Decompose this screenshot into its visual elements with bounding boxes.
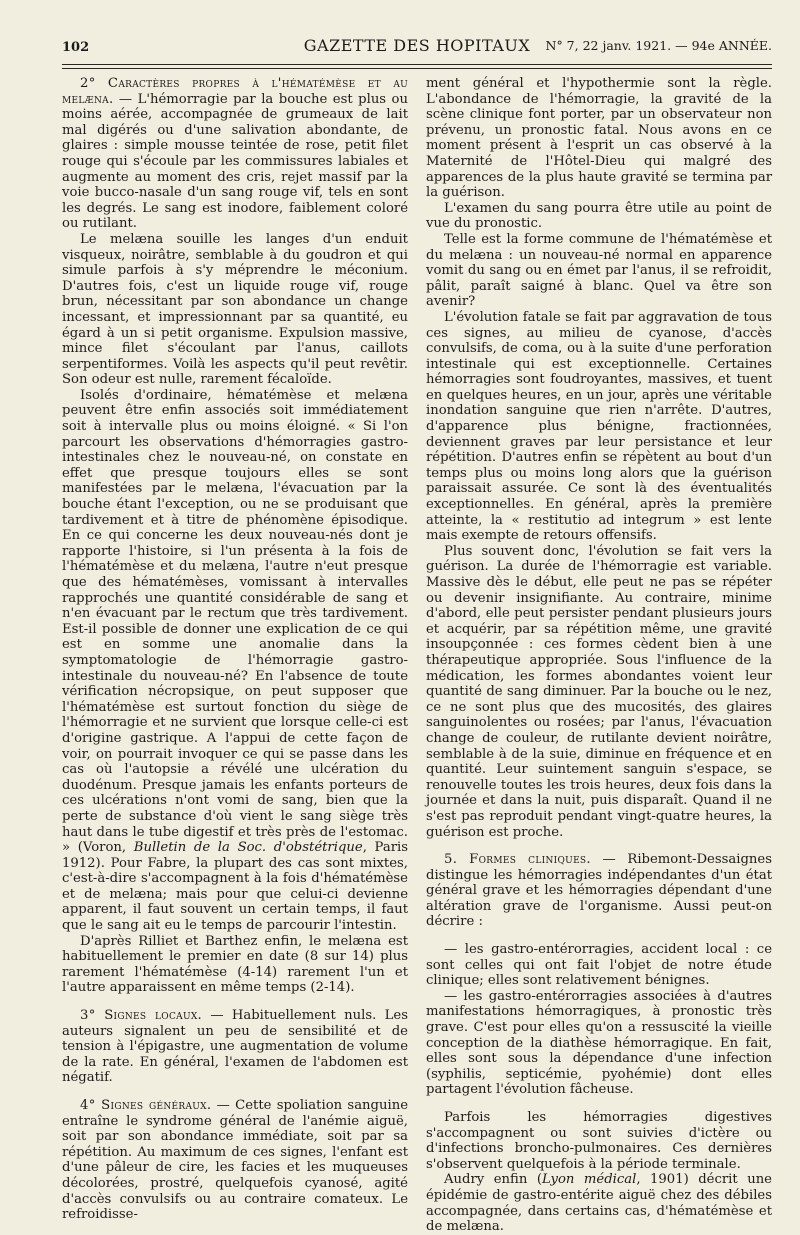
paragraph: — les gastro-entérorragies, accident local : ce sont celles qui ont fait l'objet de notre étude clinique; elles sont relativement bénignes. <box>426 942 772 989</box>
paragraph: L'examen du sang pourra être utile au point de vue du pronostic. <box>426 200 772 232</box>
page-number: 102 <box>62 40 90 55</box>
paragraph: ment général et l'hypothermie sont la règle. L'abondance de l'hémorragie, la gravité de la scène clinique font porter, par un observateur non prévenu, un pronostic fatal. Nous avons en ce moment présent à l'esprit un cas observé à la Maternité de l'Hôtel-Dieu qui malgré des apparences de la plus haute gravité se termina par la guérison. <box>426 76 772 201</box>
page-header <box>62 34 772 58</box>
section-heading: 2° Caractères propres à l'hématémèse et au melæna. <box>62 76 408 107</box>
section-heading: 5. Formes cliniques. <box>444 852 591 868</box>
paragraph: Telle est la forme commune de l'hématémèse et du melæna : un nouveau-né normal en apparence vomit du sang ou en émet par l'anus, il se refroidit, pâlit, paraît saigné à blanc. Quel va être son avenir? <box>426 231 772 310</box>
journal-title: GAZETTE DES HOPITAUX <box>303 36 531 55</box>
paragraph: D'après Rilliet et Barthez enfin, le melæna est habituellement le premier en date (8 sur 14) plus rarement l'hématémèse (4-14) rarement l'un et l'autre apparaissent en même temps (2-14). <box>62 933 408 996</box>
paragraph: 2° Caractères propres à l'hématémèse et au melæna. — L'hémorragie par la bouche est plus ou moins aérée, accompagnée de grumeaux de lait mal digérés ou d'une salivation abondante, de glaires : simple mousse teintée de rose, petit filet rouge qui s'écoule par les commissures labiales et augmente au moment des cris, rejet massif par la voie bucco-nasale d'un sang rouge vif, tels en sont les degrés. Le sang est inodore, faiblement coloré ou rutilant. <box>62 76 408 232</box>
paragraph: 4° Signes généraux. — Cette spoliation sanguine entraîne le syndrome général de l'anémie aiguë, soit par son abondance immédiate, soit par sa répétition. Au maximum de ces signes, l'enfant est d'une pâleur de cire, les facies et les muqueuses décolorées, prostré, quelquefois cyanosé, agité d'accès convulsifs ou au contraire comateux. Le refroidisse- <box>62 1098 408 1223</box>
header-rule <box>62 64 772 65</box>
issue-info: N° 7, 22 janv. 1921. — 94e ANNÉE. <box>545 38 772 53</box>
paragraph: Parfois les hémorragies digestives s'accompagnent ou sont suivies d'ictère ou d'infections broncho-pulmonaires. Ces dernières s'observent quelquefois à la période terminale. <box>426 1110 772 1172</box>
citation: Lyon médical <box>541 1172 637 1188</box>
paragraph: 3° Signes locaux. — Habituellement nuls. Les auteurs signalent un peu de sensibilité et de tension à l'épigastre, une augmentation de volume de la rate. En général, l'examen de l'abdomen est négatif. <box>62 1008 408 1086</box>
text-columns <box>62 76 772 1235</box>
right-column <box>426 76 772 1235</box>
paragraph: L'évolution fatale se fait par aggravation de tous ces signes, au milieu de cyanose, d'accès convulsifs, de coma, ou à la suite d'une perforation intestinale qui est exceptionnelle. Certaines hémorragies sont foudroyantes, massives, et tuent en quelques heures, en un jour, après une véritable inondation sanguine que rien n'arrête. D'autres, d'apparence plus bénigne, fractionnées, deviennent graves par leur persistance et leur répétition. D'autres enfin se répètent au bout d'un temps plus ou moins long alors que la guérison paraissait assurée. Ce sont là des éventualités exceptionnelles. En général, après la première atteinte, la « restitutio ad integrum » est lente mais exempte de retours offensifs. <box>426 309 772 544</box>
paragraph: Audry enfin (Lyon médical, 1901) décrit une épidémie de gastro-entérite aiguë chez des débiles accompagnée, dans certains cas, d'hématémèse et de melæna. <box>426 1172 772 1235</box>
paragraph: Le melæna souille les langes d'un enduit visqueux, noirâtre, semblable à du goudron et qui simule parfois à s'y méprendre le méconium. D'autres fois, c'est un liquide rouge vif, rouge brun, nécessitant par son abondance un change incessant, et impressionnant par sa quantité, eu égard à un si petit organisme. Expulsion massive, mince filet s'écoulant par l'anus, caillots serpentiformes. Voilà les aspects qu'il peut revêtir. Son odeur est nulle, rarement fécaloïde. <box>62 231 408 388</box>
section-heading: 3° Signes locaux. <box>80 1008 203 1024</box>
header-rule-thin <box>62 68 772 69</box>
paragraph: 5. Formes cliniques. — Ribemont-Dessaignes distingue les hémorragies indépendantes d'un état général grave et les hémorragies dépendant d'une altération grave de l'organisme. Aussi peut-on décrire : <box>426 852 772 930</box>
section-heading: 4° Signes généraux. <box>80 1098 212 1113</box>
citation: Bulletin de la Soc. d'obstétrique <box>133 840 363 856</box>
paragraph: Plus souvent donc, l'évolution se fait vers la guérison. La durée de l'hémorragie est variable. Massive dès le début, elle peut ne pas se répéter ou devenir insignifiante. Au contraire, minime d'abord, elle peut persister pendant plusieurs jours et acquérir, par sa répétition même, une gravité insoupçonnée : ces formes cèdent bien à une thérapeutique appropriée. Sous l'influence de la médication, les formes abondantes voient leur quantité de sang diminuer. Par la bouche ou le nez, ce ne sont plus que des mucosités, des glaires sanguinolentes ou rosées; par l'anus, l'évacuation change de couleur, de rutilante devient noirâtre, semblable à de la suie, diminue en fréquence et en quantité. Leur suintement sanguin s'espace, se renouvelle toutes les trois heures, deux fois dans la journée et dans la nuit, puis disparaît. Quand il ne s'est pas reproduit pendant vingt-quatre heures, la guérison est proche. <box>426 543 772 840</box>
paragraph: Isolés d'ordinaire, hématémèse et melæna peuvent être enfin associés soit immédiatement soit à intervalle plus ou moins éloigné. « Si l'on parcourt les observations d'hémorragies gastro-intestinales chez le nouveau-né, on constate en effet que presque toujours elles se sont manifestées par le melæna, l'évacuation par la bouche étant l'exception, ou ne se produisant que tardivement et à titre de phénomène épisodique. En ce qui concerne les deux nouveau-nés dont je rapporte l'histoire, si l'un présenta à la fois de l'hématémèse et du melæna, l'autre n'eut presque que des hématémèses, vomissant à intervalles rapprochés une quantité considérable de sang et n'en évacuant par le rectum que très tardivement. Est-il possible de donner une explication de ce qui est en somme une anomalie dans la symptomatologie de l'hémorragie gastro-intestinale du nouveau-né? En l'absence de toute vérification nécropsique, on peut supposer que l'hématémèse est surtout fonction du siège de l'hémorragie et ne survient que lorsque celle-ci est d'origine gastrique. A l'appui de cette façon de voir, on pourrait invoquer ce qui se passe dans les cas où l'autopsie a révélé une ulcération du duodénum. Presque jamais les enfants porteurs de ces ulcérations n'ont vomi de sang, bien que la perte de substance d'où vient le sang siège très haut dans le tube digestif et très près de l'estomac. » (Voron, Bulletin de la Soc. d'obstétrique, Paris 1912). Pour Fabre, la plupart des cas sont mixtes, c'est-à-dire s'accompagnent à la fois d'hématémèse et de melæna; mais pour que celui-ci devienne apparent, il faut souvent un certain temps, il faut que le sang ait eu le temps de parcourir l'intestin. <box>62 387 408 934</box>
left-column <box>62 76 408 1235</box>
paragraph: — les gastro-entérorragies associées à d'autres manifestations hémorragiques, à pronostic très grave. C'est pour elles qu'on a ressuscité la vieille conception de la diathèse hémorragique. En fait, elles sont sous la dépendance d'une infection (syphilis, septicémie, pyohémie) dont elles partagent l'évolution fâcheuse. <box>426 988 772 1098</box>
